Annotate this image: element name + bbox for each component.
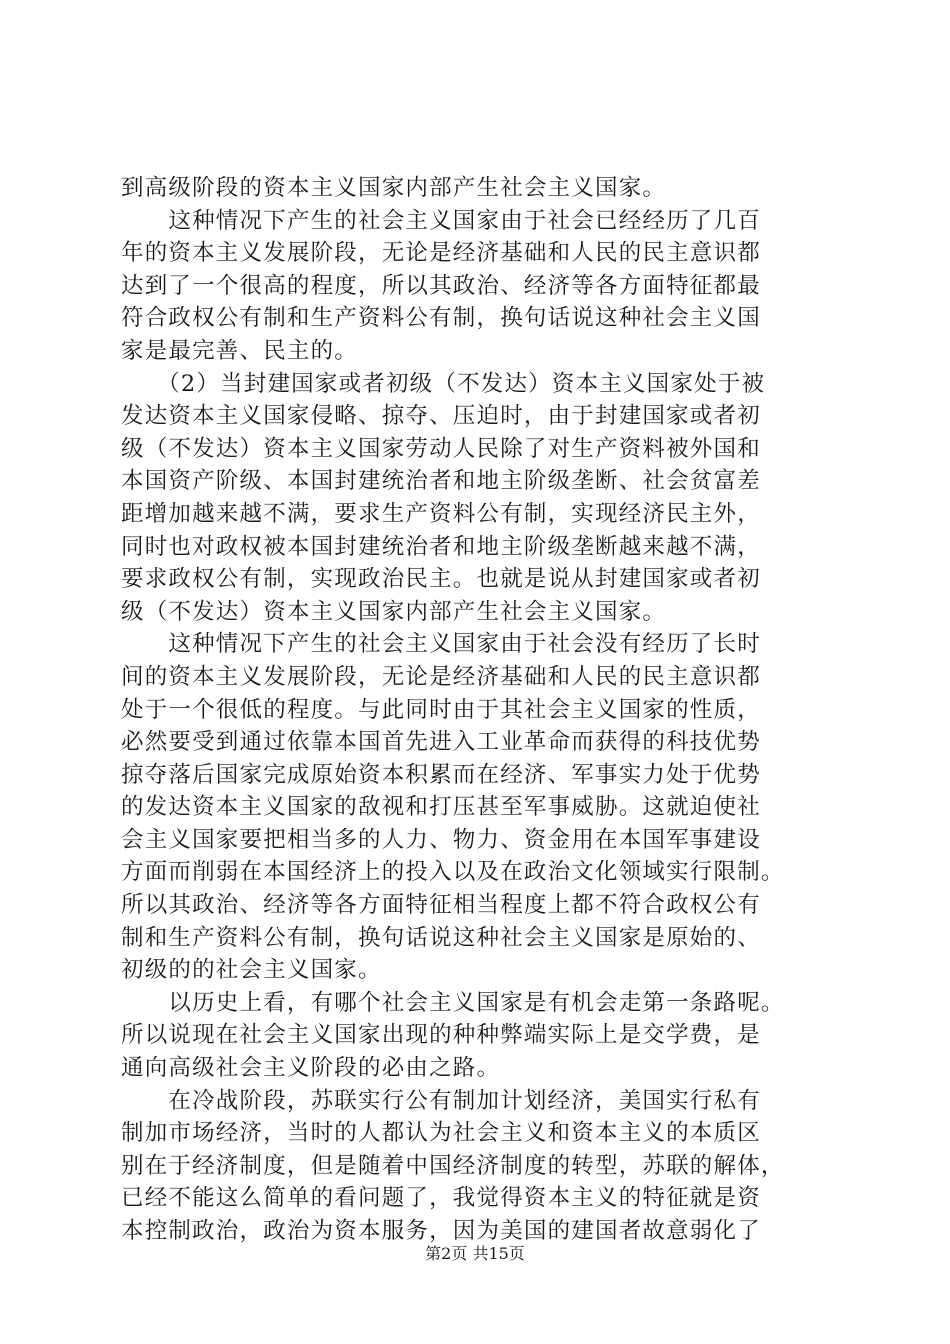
text-line: 必然要受到通过依靠本国首先进入工业革命而获得的科技优势 bbox=[121, 729, 761, 756]
text-line: 本控制政治，政治为资本服务，因为美国的建国者故意弱化了 bbox=[121, 1218, 761, 1244]
text-line: 本国资产阶级、本国封建统治者和地主阶级垄断、社会贫富差 bbox=[121, 468, 761, 495]
text-line: 以历史上看，有哪个社会主义国家是有机会走第一条路呢。 bbox=[121, 989, 785, 1016]
text-line: 发达资本主义国家侵略、掠夺、压迫时，由于封建国家或者初 bbox=[121, 403, 761, 430]
text-line: 的发达资本主义国家的敌视和打压甚至军事威胁。这就迫使社 bbox=[121, 794, 761, 821]
text-line: 在冷战阶段，苏联实行公有制加计划经济，美国实行私有 bbox=[121, 1087, 761, 1114]
text-line: 掠夺落后国家完成原始资本积累而在经济、军事实力处于优势 bbox=[121, 761, 761, 788]
text-line: 方面而削弱在本国经济上的投入以及在政治文化领域实行限制。 bbox=[121, 859, 785, 886]
text-line: 间的资本主义发展阶段，无论是经济基础和人民的民主意识都 bbox=[121, 663, 761, 690]
text-line: 级（不发达）资本主义国家劳动人民除了对生产资料被外国和 bbox=[121, 435, 761, 462]
text-line: 通向高级社会主义阶段的必由之路。 bbox=[121, 1055, 501, 1082]
text-line: 达到了一个很高的程度，所以其政治、经济等各方面特征都最 bbox=[121, 272, 761, 299]
text-line: 要求政权公有制，实现政治民主。也就是说从封建国家或者初 bbox=[121, 566, 761, 593]
text-line: 别在于经济制度，但是随着中国经济制度的转型，苏联的解体， bbox=[121, 1152, 785, 1179]
text-line: （2）当封建国家或者初级（不发达）资本主义国家处于被 bbox=[121, 370, 766, 397]
text-line: 符合政权公有制和生产资料公有制，换句话说这种社会主义国 bbox=[121, 305, 761, 332]
text-line: 级（不发达）资本主义国家内部产生社会主义国家。 bbox=[121, 598, 667, 625]
text-line: 已经不能这么简单的看问题了，我觉得资本主义的特征就是资 bbox=[121, 1185, 761, 1212]
text-line: 制和生产资料公有制，换句话说这种社会主义国家是原始的、 bbox=[121, 924, 761, 951]
text-line: 到高级阶段的资本主义国家内部产生社会主义国家。 bbox=[121, 175, 667, 201]
text-line: 初级的的社会主义国家。 bbox=[121, 957, 382, 984]
document-body bbox=[121, 172, 831, 1248]
text-line: 这种情况下产生的社会主义国家由于社会已经经历了几百 bbox=[121, 207, 761, 234]
text-line: 会主义国家要把相当多的人力、物力、资金用在本国军事建设 bbox=[121, 826, 761, 853]
page-footer: 第2页 共15页 bbox=[425, 1244, 525, 1263]
text-line: 处于一个很低的程度。与此同时由于其社会主义国家的性质， bbox=[121, 696, 761, 723]
text-line: 制加市场经济，当时的人都认为社会主义和资本主义的本质区 bbox=[121, 1120, 761, 1147]
text-line: 同时也对政权被本国封建统治者和地主阶级垄断越来越不满， bbox=[121, 533, 761, 560]
text-line: 距增加越来越不满，要求生产资料公有制，实现经济民主外， bbox=[121, 500, 761, 527]
text-line: 这种情况下产生的社会主义国家由于社会没有经历了长时 bbox=[121, 631, 761, 658]
text-line: 所以说现在社会主义国家出现的种种弊端实际上是交学费，是 bbox=[121, 1022, 761, 1049]
text-line: 所以其政治、经济等各方面特征相当程度上都不符合政权公有 bbox=[121, 892, 761, 919]
text-line: 家是最完善、民主的。 bbox=[121, 337, 359, 364]
text-line: 年的资本主义发展阶段，无论是经济基础和人民的民主意识都 bbox=[121, 240, 761, 267]
